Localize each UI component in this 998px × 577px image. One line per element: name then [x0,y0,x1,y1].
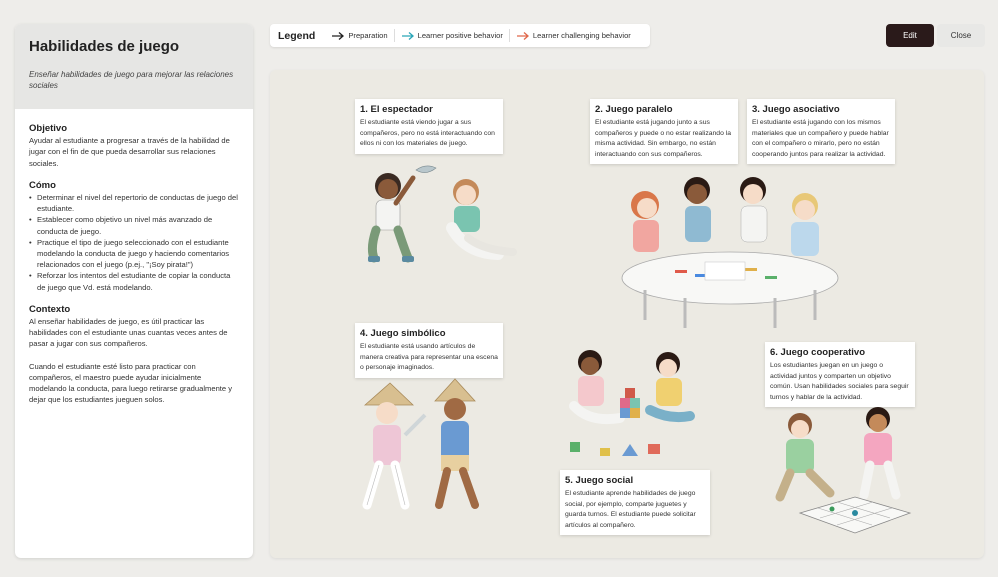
list-item: • Determinar el nivel del repertorio de conductas de juego del estudiante. [29,192,239,214]
card-cooperativo[interactable] [765,342,915,407]
como-title: Cómo [29,179,56,191]
objetivo-title: Objetivo [29,123,68,134]
card-paralelo[interactable] [590,99,738,164]
card-asociativo[interactable] [747,99,895,164]
list-item: • Establecer como objetivo un nivel más avanzado de conducta de juego. [29,214,239,236]
card-text: El estudiante aprende habilidades de juego social, por ejemplo, comparte juguetes y guarda turnos. El estudiante puede solicitar artículos al compañero. [565,490,696,529]
social-play-illustration [560,348,705,463]
diagram-canvas [270,70,984,558]
sidebar-title: Habilidades de juego [29,38,180,55]
table-illustration [605,170,855,330]
spectator-illustration [358,158,523,268]
board-game-illustration [760,405,925,545]
legend-title: Legend [278,29,316,42]
card-title: 4. Juego simbólico [360,328,446,339]
legend-label: Learner positive behavior [417,31,503,40]
legend-bar [270,24,650,47]
sidebar-body [15,109,253,405]
card-title: 1. El espectador [360,104,433,115]
card-text: El estudiante está jugando junto a sus compañeros y puede o no estar realizando la misma actividad. Sin embargo, no están interactuando con sus compañeros. [595,119,732,158]
legend-item-positive [395,31,509,41]
list-item: • Practique el tipo de juego seleccionado con el estudiante modelando la conducta de juego y haciendo comentarios relacionados con el juego (p.ej., "¡Soy pirata!") [29,237,239,271]
contexto-title: Contexto [29,303,71,315]
card-title: 3. Juego asociativo [752,104,840,115]
legend-label: Learner challenging behavior [532,31,631,40]
card-text: Los estudiantes juegan en un juego o actividad juntos y comparten un objetivo común. Usan habilidades sociales para seguir turnos y hablar de la actividad. [770,362,909,401]
contexto-section [29,304,239,406]
como-list [29,192,239,293]
arrow-right-icon [516,31,530,41]
card-simbolico[interactable] [355,323,503,378]
arrow-right-icon [331,31,345,41]
como-section [29,180,239,293]
arrow-right-icon [401,31,415,41]
sidebar-subtitle: Enseñar habilidades de juego para mejorar las relaciones sociales [29,70,234,90]
card-text: El estudiante está jugando con los mismos materiales que un compañero y puede hablar con el compañero o mirarlo, pero no están cooperando juntos para realizar la actividad. [752,119,889,158]
card-title: 5. Juego social [565,475,634,486]
card-text: El estudiante está viendo jugar a sus compañeros, pero no está interactuando con ellos ni con los materiales de juego. [360,119,495,148]
card-social[interactable] [560,470,710,535]
objetivo-section [29,123,239,169]
sidebar-header [15,24,253,109]
list-item: • Reforzar los intentos del estudiante de copiar la conducta de juego que Vd. está modelando. [29,270,239,292]
contexto-paragraph-1: Al enseñar habilidades de juego, es útil practicar las habilidades con el estudiante unas cuantas veces antes de pasar a jugar con sus compañeros. [29,317,228,349]
card-espectador[interactable] [355,99,503,154]
close-button[interactable]: Close [937,24,985,47]
pretend-play-illustration [335,375,495,530]
edit-button[interactable]: Edit [886,24,934,47]
legend-item-preparation [325,31,393,41]
card-title: 2. Juego paralelo [595,104,673,115]
sidebar-panel [15,24,253,558]
contexto-paragraph-2: Cuando el estudiante esté listo para practicar con compañeros, el maestro puede ayudar inicialmente modelando la conducta, para luego retirarse gradualmente y dejar que los estudiantes jueguen solos. [29,361,233,405]
card-title: 6. Juego cooperativo [770,347,866,358]
legend-label: Preparation [348,31,388,40]
objetivo-text: Ayudar al estudiante a progresar a través de la habilidad de jugar con el fin de que pueda desarrollar sus relaciones sociales. [29,136,230,168]
legend-item-challenging [510,31,637,41]
card-text: El estudiante está usando artículos de manera creativa para representar una escena o personaje imaginados. [360,343,498,372]
